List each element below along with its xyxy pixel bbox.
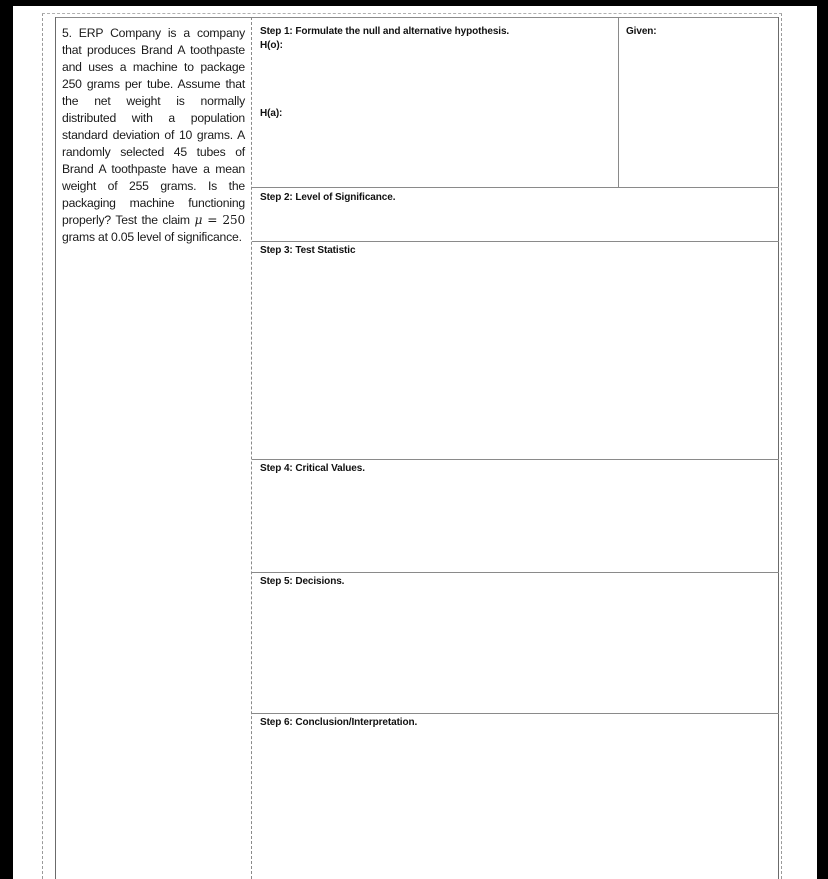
row-divider-2	[252, 241, 779, 242]
mu-symbol: μ	[194, 213, 203, 227]
null-hypothesis-label: H(o):	[260, 40, 283, 51]
given-divider	[618, 17, 619, 187]
solution-column	[252, 17, 779, 879]
alt-hypothesis-label: H(a):	[260, 108, 283, 119]
step5-heading: Step 5: Decisions.	[260, 576, 345, 587]
row-divider-1	[252, 187, 779, 188]
step2-heading: Step 2: Level of Significance.	[260, 192, 396, 203]
step6-heading: Step 6: Conclusion/Interpretation.	[260, 717, 418, 728]
problem-statement	[62, 25, 245, 246]
problem-text-before: 5. ERP Company is a company that produces Brand A toothpaste and uses a machine to package 250 grams per tube. Assume that the net weight is normally distributed with a population standard deviation of 10 grams. A randomly selected 45 tubes of Brand A toothpaste have a mean weight of 255 grams. Is the packaging machine functioning properly? Test the claim	[62, 26, 245, 227]
step1-heading: Step 1: Formulate the null and alternative hypothesis.	[260, 26, 510, 37]
step4-heading: Step 4: Critical Values.	[260, 463, 365, 474]
step3-heading: Step 3: Test Statistic	[260, 245, 356, 256]
row-divider-4	[252, 572, 779, 573]
given-label: Given:	[626, 26, 657, 37]
row-divider-3	[252, 459, 779, 460]
claim-value: = 250	[202, 213, 245, 227]
row-divider-5	[252, 713, 779, 714]
problem-text-after: grams at 0.05 level of significance.	[62, 230, 242, 244]
